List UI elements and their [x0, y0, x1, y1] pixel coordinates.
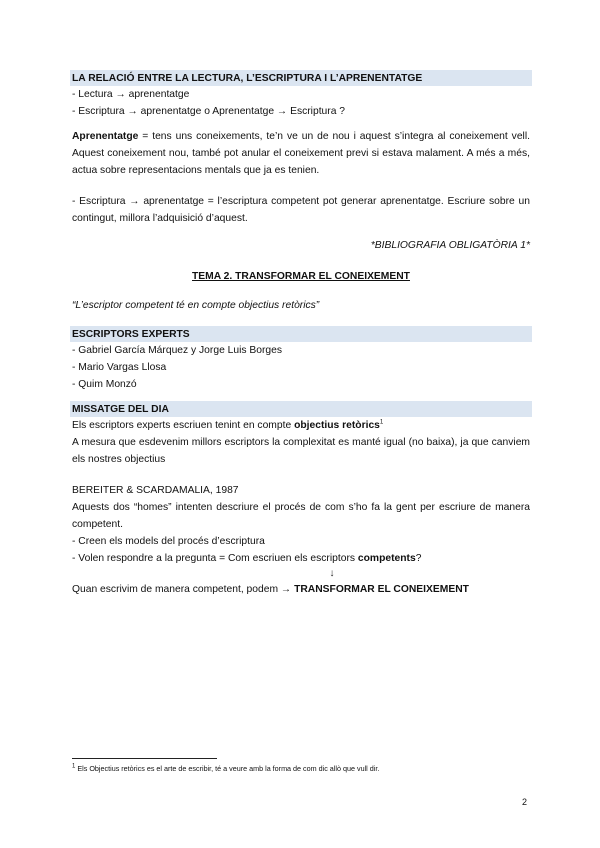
paragraph-text: = tens uns coneixements, te’n ve un de nou i aquest s’integra al coneixement vell. Aquest coneixement nou, també pot anular el coneixement previ si estava malament. A més a més, actua sobre representacions mentals que ja es tenien.: [72, 131, 530, 176]
list-item: - Mario Vargas Llosa: [72, 362, 167, 373]
list-item: - Lectura → aprenentatge: [72, 89, 190, 100]
tema-title: TEMA 2. TRANSFORMAR EL CONEIXEMENT: [192, 271, 410, 282]
reference-title: BEREITER & SCARDAMALIA, 1987: [72, 485, 239, 496]
message-text: Els escriptors experts escriuen tenint en compte: [72, 420, 295, 431]
list-item: - Escriptura → aprenentatge o Aprenentatge → Escriptura ?: [72, 106, 346, 117]
message-line: [72, 417, 530, 434]
term-competents: competents: [357, 553, 416, 564]
conclusion-line: [72, 581, 530, 598]
section-heading-reading-writing: LA RELACIÓ ENTRE LA LECTURA, L’ESCRIPTURA I L’APRENENTATGE: [70, 70, 532, 86]
footnote-text: Els Objectius retòrics es el arte de escribir, té a veure amb la forma de com dic allò que vull dir.: [75, 764, 380, 773]
conclusion-text: Quan escrivim de manera competent, podem →: [72, 584, 295, 595]
list-item: - Gabriel García Márquez y Jorge Luis Borges: [72, 345, 283, 356]
list-item: [72, 550, 530, 567]
page-number: 2: [522, 797, 528, 807]
list-item: - Quim Monzó: [72, 379, 137, 390]
term-objectius-retorics: objectius retòrics: [294, 420, 380, 431]
conclusion-bold: TRANSFORMAR EL CONEIXEMENT: [294, 584, 469, 595]
bibliography-note: *BIBLIOGRAFIA OBLIGATÒRIA 1*: [370, 240, 530, 251]
message-paragraph: A mesura que esdevenim millors escriptors la complexitat es manté igual (no baixa), ja que canviem els nostres objectius: [72, 437, 530, 465]
footnote: [72, 764, 530, 774]
footnote-ref[interactable]: 1: [379, 419, 384, 426]
question-mark: ?: [415, 553, 422, 564]
footnote-number: 1: [72, 763, 76, 770]
paragraph-aprenentatge: [72, 128, 530, 179]
paragraph-escriptura: - Escriptura → aprenentatge = l’escriptura competent pot generar aprenentatge. Escriure sobre un contingut, millora l’adquisició d’aquest.: [72, 196, 530, 224]
footnote-divider: [72, 758, 217, 759]
tema-title-wrap: [72, 268, 530, 285]
list-item-text: - Volen respondre a la pregunta = Com escriuen els escriptors: [72, 553, 358, 564]
arrow-down-icon: ↓: [329, 568, 335, 579]
section-heading-message: MISSATGE DEL DIA: [70, 401, 532, 417]
section-heading-experts: ESCRIPTORS EXPERTS: [70, 326, 532, 342]
reference-paragraph: Aquests dos “homes” intenten descriure el procés de com s’ho fa la gent per escriure de manera competent.: [72, 502, 530, 530]
tema-quote: “L’escriptor competent té en compte objectius retòrics”: [72, 300, 320, 311]
list-item: - Creen els models del procés d’escriptura: [72, 536, 265, 547]
page-content: [72, 70, 530, 598]
term-aprenentatge: Aprenentatge: [72, 131, 139, 142]
